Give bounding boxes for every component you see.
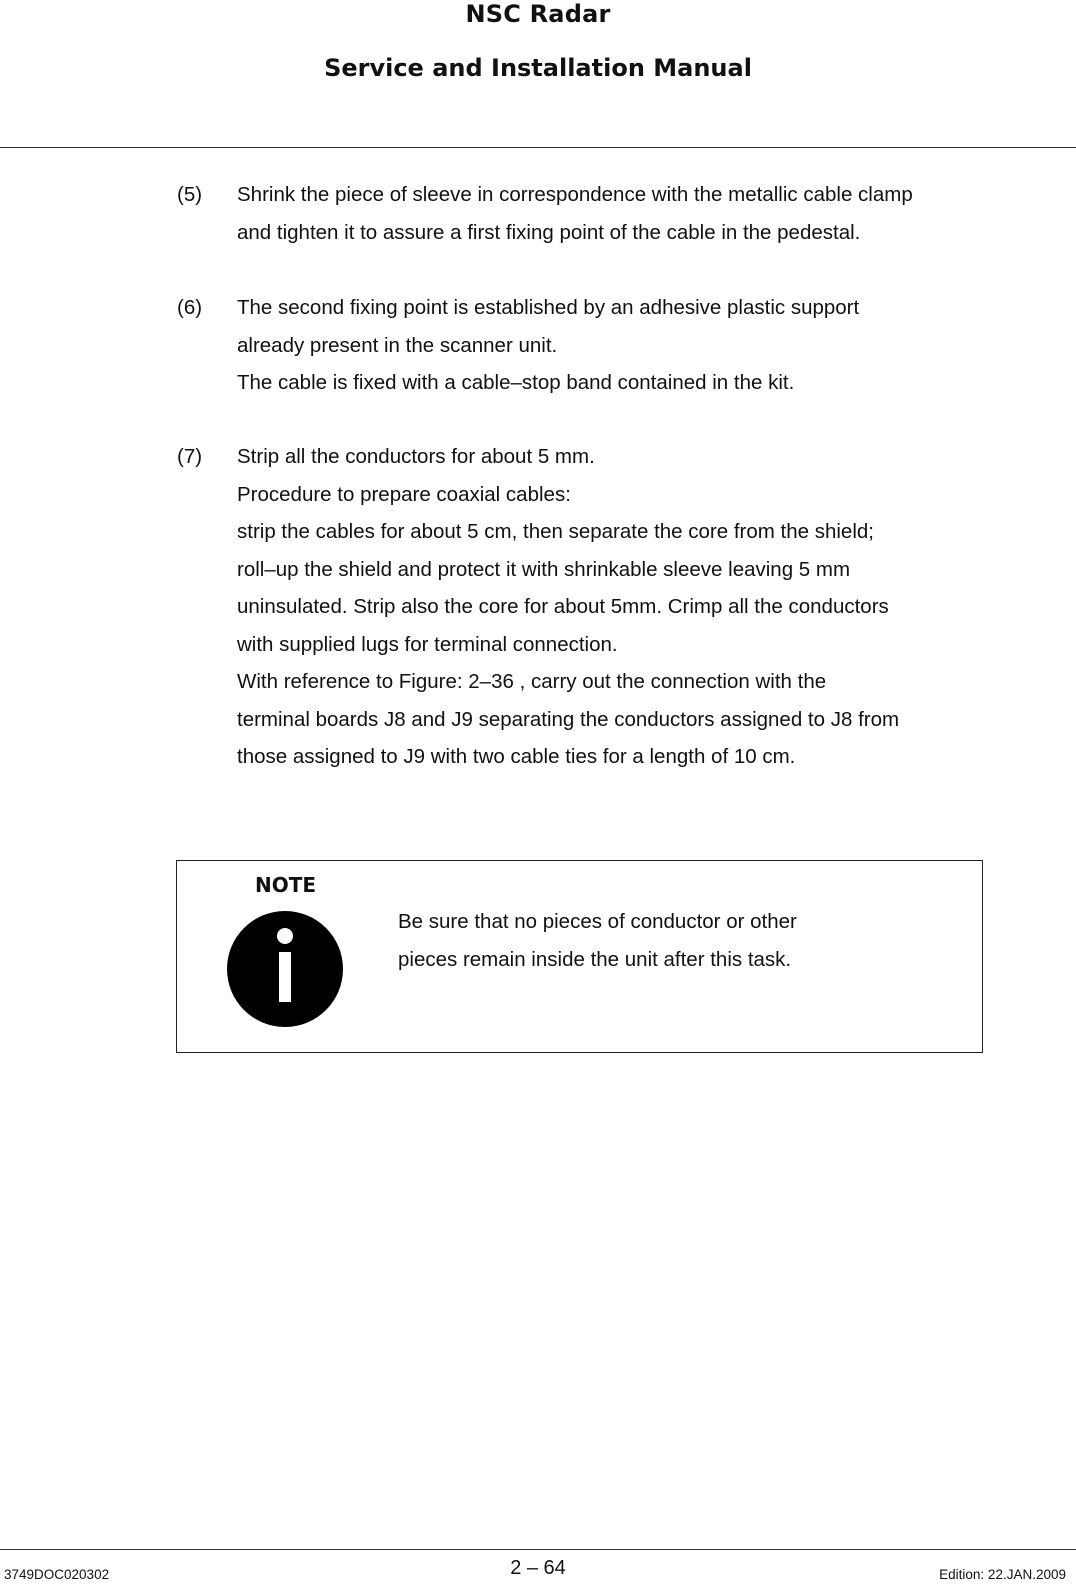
step-number: (6): [177, 296, 203, 319]
step-line: uninsulated. Strip also the core for about 5mm. Crimp all the conductors: [237, 595, 889, 618]
step-line: roll–up the shield and protect it with shrinkable sleeve leaving 5 mm: [237, 557, 851, 581]
info-icon: [226, 910, 344, 1028]
step-line: Shrink the piece of sleeve in correspondence with the metallic cable clamp: [237, 183, 913, 206]
step-text: [237, 438, 1076, 776]
edition-date: Edition: 22.JAN.2009: [939, 1567, 1066, 1582]
note-line: pieces remain inside the unit after this task.: [398, 948, 792, 971]
note-text: [398, 903, 958, 979]
note-label: NOTE: [255, 873, 317, 897]
document-code: 3749DOC020302: [4, 1567, 110, 1582]
page-number: 2 – 64: [510, 1557, 566, 1579]
step-line: those assigned to J9 with two cable ties for a length of 10 cm.: [237, 745, 796, 768]
step-line: with supplied lugs for terminal connection.: [237, 632, 618, 656]
document-subtitle: Service and Installation Manual: [324, 54, 752, 82]
note-box: [176, 860, 983, 1053]
step-line: With reference to Figure: 2–36 , carry out the connection with the: [237, 670, 827, 693]
step-line: and tighten it to assure a first fixing point of the cable in the pedestal.: [237, 220, 861, 244]
step-line: The cable is fixed with a cable–stop band contained in the kit.: [237, 371, 795, 394]
step-line: terminal boards J8 and J9 separating the conductors assigned to J8 from: [237, 707, 900, 731]
header-divider: [0, 147, 1076, 148]
note-line: Be sure that no pieces of conductor or other: [398, 910, 797, 933]
step-number: (5): [177, 183, 203, 206]
document-title: NSC Radar: [465, 0, 611, 28]
step-line: strip the cables for about 5 cm, then separate the core from the shield;: [237, 520, 874, 543]
step-line: The second fixing point is established by an adhesive plastic support: [237, 296, 860, 319]
step-text: [237, 289, 1076, 402]
step-line: Strip all the conductors for about 5 mm.: [237, 445, 595, 468]
step-line: Procedure to prepare coaxial cables:: [237, 482, 571, 506]
step-number: (7): [177, 445, 203, 468]
step-text: [237, 176, 1076, 251]
footer-divider: [0, 1549, 1076, 1550]
step-line: already present in the scanner unit.: [237, 333, 558, 357]
